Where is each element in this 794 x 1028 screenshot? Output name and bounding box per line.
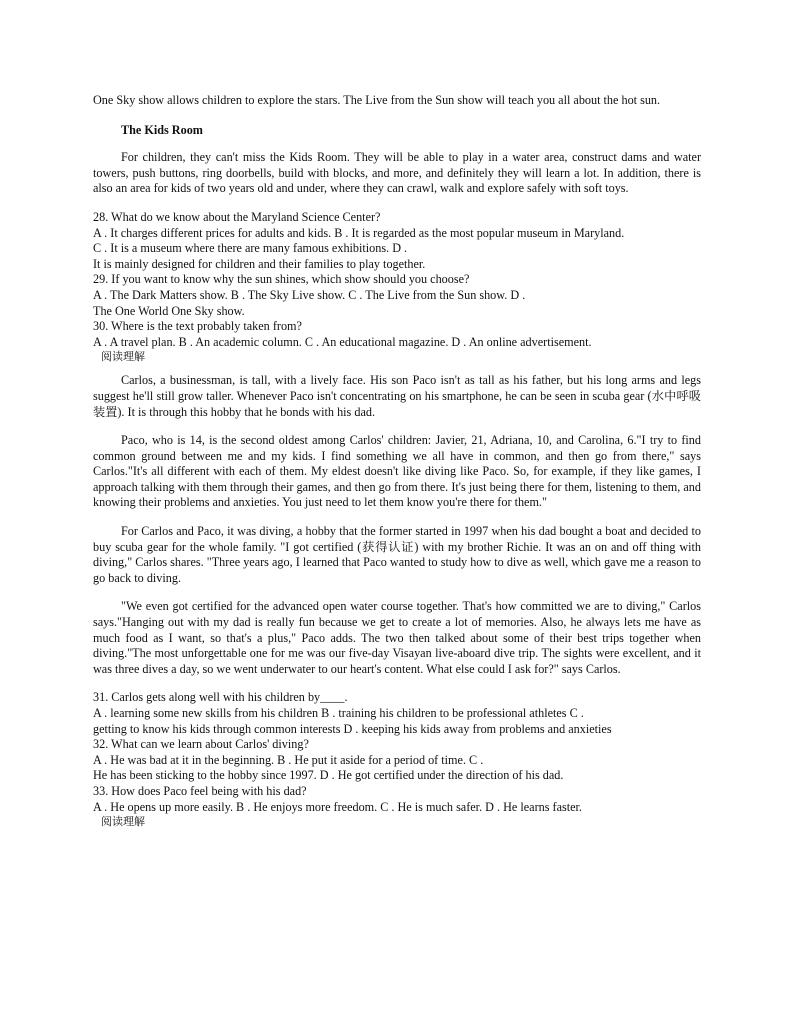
section-tag-reading: 阅读理解 bbox=[101, 815, 145, 829]
answer-options: The One World One Sky show. bbox=[93, 303, 245, 318]
passage-intro: One Sky show allows children to explore the stars. The Live from the Sun show will teach you all about the hot sun. bbox=[93, 93, 661, 107]
passage-paragraph-4: "We even got certified for the advanced open water course together. That's how committed we are to diving," Carlos says."Hanging out with my dad is really fun because we get to create a lot of memories. Also, he always lets me have as much food as I want, so that's a plus," Paco adds. The two then talked about some of their best trips together when diving."The most unforgettable one for me was our five-day Visayan live-aboard dive trip. The sights were excellent, and it was three dives a day, so we went underwater to our heart's content. What else could I ask for?" says Carlos. bbox=[93, 599, 701, 676]
question-block-31 bbox=[93, 690, 701, 737]
question-block-29 bbox=[93, 272, 701, 319]
answer-options: A . The Dark Matters show. B . The Sky Live show. C . The Live from the Sun show. D . bbox=[93, 287, 526, 302]
question-stem: 31. Carlos gets along well with his children by____. bbox=[93, 690, 348, 705]
answer-options: It is mainly designed for children and their families to play together. bbox=[93, 256, 426, 271]
answer-options: A . He opens up more easily. B . He enjoys more freedom. C . He is much safer. D . He learns faster. bbox=[93, 799, 582, 814]
section-tag-reading: 阅读理解 bbox=[101, 350, 145, 364]
answer-options: getting to know his kids through common interests D . keeping his kids away from problems and anxieties bbox=[93, 721, 612, 736]
question-block-30 bbox=[93, 319, 701, 350]
answer-options: A . A travel plan. B . An academic column. C . An educational magazine. D . An online advertisement. bbox=[93, 334, 592, 349]
question-block-32 bbox=[93, 737, 701, 784]
question-stem: 29. If you want to know why the sun shines, which show should you choose? bbox=[93, 272, 470, 287]
passage-paragraph-2: Paco, who is 14, is the second oldest among Carlos' children: Javier, 21, Adriana, 10, and Carolina, 6."I try to find common ground between me and my kids. I find something we all have in common, and then go from there," says Carlos."It's all different with each of them. My eldest doesn't like diving like Paco. So, for example, if they like games, I approach talking with them through their games, and then go from there. It's just being there for them, listening to them, and knowing their problems and anxieties. You just need to let them know you're there for them." bbox=[93, 433, 701, 510]
question-stem: 32. What can we learn about Carlos' diving? bbox=[93, 737, 309, 752]
answer-options: C . It is a museum where there are many famous exhibitions. D . bbox=[93, 241, 408, 256]
answer-options: A . He was bad at it in the beginning. B . He put it aside for a period of time. C . bbox=[93, 752, 484, 767]
passage-paragraph-3: For Carlos and Paco, it was diving, a hobby that the former started in 1997 when his dad bought a boat and decided to buy scuba gear for the whole family. "I got certified (获得认证) with my brother Richie. It was an on and off thing with diving," Carlos shares. "Three years ago, I learned that Paco wanted to study how to dive as well, which gave me a reason to go back to diving. bbox=[93, 524, 701, 585]
kids-room-paragraph: For children, they can't miss the Kids Room. They will be able to play in a water area, construct dams and water towers, push buttons, ring doorbells, build with blocks, and more, and definitely they will learn a lot. In addition, there is also an area for kids of two years old and under, where they can crawl, walk and explore safely with soft toys. bbox=[93, 150, 701, 196]
question-block-33 bbox=[93, 784, 701, 815]
section-heading: The Kids Room bbox=[121, 122, 203, 137]
answer-options: A . learning some new skills from his children B . training his children to be professional athletes C . bbox=[93, 706, 584, 720]
question-stem: 30. Where is the text probably taken from? bbox=[93, 319, 302, 334]
answer-options: A . It charges different prices for adults and kids. B . It is regarded as the most popular museum in Maryland. bbox=[93, 225, 625, 240]
document-page bbox=[93, 93, 701, 829]
answer-options: He has been sticking to the hobby since 1997. D . He got certified under the direction of his dad. bbox=[93, 768, 564, 783]
passage-paragraph-1: Carlos, a businessman, is tall, with a lively face. His son Paco isn't as tall as his father, but his long arms and legs suggest he'll still grow taller. Whenever Paco isn't concentrating on his smartphone, he can be seen in scuba gear (水中呼吸装置). It is through this hobby that he bonds with his dad. bbox=[93, 373, 701, 419]
question-block-28 bbox=[93, 210, 701, 272]
question-stem: 33. How does Paco feel being with his dad? bbox=[93, 783, 307, 798]
question-stem: 28. What do we know about the Maryland Science Center? bbox=[93, 209, 381, 224]
